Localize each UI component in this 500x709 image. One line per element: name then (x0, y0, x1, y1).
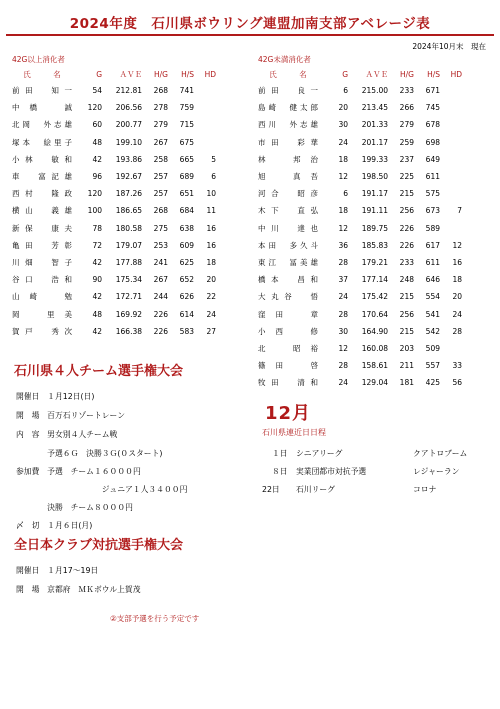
player-name: 川畑 智子 (12, 257, 72, 267)
table-row (12, 220, 244, 237)
games-played: 12 (338, 172, 348, 182)
player-name: 亀田 芳彰 (12, 240, 72, 250)
high-series: 689 (179, 172, 194, 182)
table-row (258, 185, 490, 202)
games-played: 120 (87, 189, 102, 199)
handicap: 5 (211, 154, 216, 164)
games-played: 24 (338, 137, 348, 147)
high-series: 617 (425, 240, 440, 250)
hd-header: HD (204, 70, 216, 79)
player-name: 本田 多久斗 (258, 240, 318, 250)
table-row (258, 116, 490, 133)
handicap: 16 (206, 240, 216, 250)
g-header: G (96, 70, 102, 79)
player-name: 西川 外志雄 (258, 120, 318, 130)
handicap: 10 (206, 189, 216, 199)
handicap: 56 (452, 378, 462, 388)
high-series: 649 (425, 154, 440, 164)
table-row (258, 305, 490, 322)
high-series: 698 (425, 137, 440, 147)
handicap: 24 (206, 309, 216, 319)
table-42g-or-more (12, 54, 244, 340)
table-row (258, 99, 490, 116)
table-row (258, 271, 490, 288)
player-name: 中川 達也 (258, 223, 318, 233)
games-played: 12 (338, 223, 348, 233)
schedule-venue: コロナ (413, 485, 437, 494)
high-game: 226 (399, 223, 414, 233)
column-header (258, 67, 490, 82)
high-series: 542 (425, 326, 440, 336)
average: 198.50 (361, 172, 388, 182)
high-game: 203 (399, 343, 414, 353)
games-played: 6 (343, 86, 348, 96)
high-game: 257 (153, 189, 168, 199)
table-row (12, 168, 244, 185)
high-series: 557 (425, 361, 440, 371)
hd-header: HD (450, 70, 462, 79)
table-row (258, 134, 490, 151)
handicap: 24 (452, 309, 462, 319)
average: 193.86 (115, 154, 142, 164)
high-series: 583 (179, 326, 194, 336)
handicap: 7 (457, 206, 462, 216)
hs-header: H/S (181, 70, 194, 79)
table-row (12, 82, 244, 99)
high-game: 233 (399, 86, 414, 96)
games-played: 48 (92, 309, 102, 319)
player-name: 旭 真吾 (258, 172, 318, 182)
average: 170.64 (361, 309, 388, 319)
games-played: 42 (92, 292, 102, 302)
high-series: 684 (179, 206, 194, 216)
handicap: 11 (206, 206, 216, 216)
table-row (258, 237, 490, 254)
hg-header: H/G (400, 70, 414, 79)
games-played: 72 (92, 240, 102, 250)
name-header: 氏 名 (269, 70, 307, 79)
average: 189.75 (361, 223, 388, 233)
player-name: 窪田 章 (258, 309, 318, 319)
table-body (12, 82, 244, 340)
table-row (12, 99, 244, 116)
high-game: 268 (153, 86, 168, 96)
high-series: 741 (179, 86, 194, 96)
high-series: 671 (425, 86, 440, 96)
table-row (12, 116, 244, 133)
handicap: 22 (206, 292, 216, 302)
g-header: G (342, 70, 348, 79)
handicap: 6 (211, 172, 216, 182)
event1-line: 開 場 百万石リゾートレーン (16, 411, 125, 420)
high-series: 665 (179, 154, 194, 164)
high-game: 256 (399, 309, 414, 319)
average: 175.42 (361, 292, 388, 302)
high-game: 215 (399, 292, 414, 302)
high-series: 673 (425, 206, 440, 216)
average: 166.38 (115, 326, 142, 336)
high-series: 715 (179, 120, 194, 130)
average: 192.67 (115, 172, 142, 182)
name-header: 氏 名 (23, 70, 61, 79)
high-series: 638 (179, 223, 194, 233)
event1-line: ジュニア１人３４００円 (16, 485, 188, 494)
average: 213.45 (361, 103, 388, 113)
games-played: 90 (92, 275, 102, 285)
games-played: 28 (338, 309, 348, 319)
high-game: 279 (153, 120, 168, 130)
event1-line: 内 容 男女別４人チーム戦 (16, 430, 118, 439)
handicap: 27 (206, 326, 216, 336)
high-series: 541 (425, 309, 440, 319)
average: 160.08 (361, 343, 388, 353)
games-played: 6 (343, 189, 348, 199)
high-series: 652 (179, 275, 194, 285)
handicap: 20 (452, 292, 462, 302)
high-series: 646 (425, 275, 440, 285)
games-played: 18 (338, 154, 348, 164)
player-name: 車 富記雄 (12, 172, 72, 182)
player-name: 西村 隆政 (12, 189, 72, 199)
games-played: 42 (92, 154, 102, 164)
schedule-title: 石川県連近日日程 (262, 428, 326, 437)
player-name: 北岡 外志雄 (12, 120, 72, 130)
high-game: 267 (153, 275, 168, 285)
schedule-event: シニアリーグ (296, 449, 343, 458)
average: 175.34 (115, 275, 142, 285)
high-game: 233 (399, 257, 414, 267)
table-row (258, 151, 490, 168)
average: 191.17 (361, 189, 388, 199)
average: 206.56 (115, 103, 142, 113)
average: 191.11 (361, 206, 388, 216)
event1-line: 〆 切 １月６日(月) (16, 521, 93, 530)
event1-line: 決勝 チーム８０００円 (16, 503, 133, 512)
table-row (258, 202, 490, 219)
note-text: ②支部予選を行う予定です (110, 614, 200, 623)
table-row (12, 271, 244, 288)
average: 177.88 (115, 257, 142, 267)
high-series: 509 (425, 343, 440, 353)
schedule-venue: クアトロブーム (413, 449, 468, 458)
high-series: 609 (179, 240, 194, 250)
title-divider (6, 34, 494, 36)
player-name: 牧田 清和 (258, 378, 318, 388)
schedule-month: 12月 (265, 403, 312, 424)
player-name: 北 昭裕 (258, 343, 318, 353)
high-game: 259 (399, 137, 414, 147)
games-played: 12 (338, 343, 348, 353)
high-game: 226 (153, 326, 168, 336)
ave-header: ＡＶＥ (365, 70, 388, 79)
average: 129.04 (361, 378, 388, 388)
average: 180.58 (115, 223, 142, 233)
event1-line: 予選６Ｇ 決勝３Ｇ(０スタート) (16, 449, 163, 458)
table-row (258, 254, 490, 271)
games-played: 96 (92, 172, 102, 182)
games-played: 60 (92, 120, 102, 130)
player-name: 河合 昭彦 (258, 189, 318, 199)
table-row (12, 254, 244, 271)
high-series: 611 (425, 172, 440, 182)
table-row (258, 323, 490, 340)
high-game: 266 (399, 103, 414, 113)
table-row (258, 340, 490, 357)
high-series: 759 (179, 103, 194, 113)
high-series: 575 (425, 189, 440, 199)
average: 201.17 (361, 137, 388, 147)
table-row (258, 357, 490, 374)
high-series: 675 (179, 137, 194, 147)
games-played: 54 (92, 86, 102, 96)
page-title: 2024年度 石川県ボウリング連盟加南支部アベレージ表 (69, 16, 431, 32)
games-played: 42 (92, 257, 102, 267)
games-played: 28 (338, 361, 348, 371)
high-game: 244 (153, 292, 168, 302)
schedule-day: ８日 (272, 467, 288, 476)
average: 158.61 (361, 361, 388, 371)
games-played: 100 (87, 206, 102, 216)
high-series: 626 (179, 292, 194, 302)
games-played: 78 (92, 223, 102, 233)
player-name: 谷口 浩和 (12, 275, 72, 285)
games-played: 36 (338, 240, 348, 250)
handicap: 18 (206, 257, 216, 267)
table-row (258, 374, 490, 391)
average: 212.81 (115, 86, 142, 96)
table-row (12, 151, 244, 168)
player-name: 新保 康夫 (12, 223, 72, 233)
player-name: 篠田 啓 (258, 361, 318, 371)
high-game: 248 (399, 275, 414, 285)
schedule-event: 実業団都市対抗予選 (296, 467, 367, 476)
player-name: 林 邦治 (258, 154, 318, 164)
games-played: 30 (338, 326, 348, 336)
table-row (258, 288, 490, 305)
high-series: 611 (425, 257, 440, 267)
average: 172.71 (115, 292, 142, 302)
games-played: 24 (338, 378, 348, 388)
table-row (12, 202, 244, 219)
table-row (12, 237, 244, 254)
high-game: 225 (399, 172, 414, 182)
games-played: 48 (92, 137, 102, 147)
player-name: 大丸谷 悟 (258, 292, 318, 302)
high-game: 256 (399, 206, 414, 216)
as-of-date: 2024年10月末 現在 (412, 42, 486, 51)
table-row (12, 323, 244, 340)
average: 179.07 (115, 240, 142, 250)
high-game: 241 (153, 257, 168, 267)
average: 185.83 (361, 240, 388, 250)
hg-header: H/G (154, 70, 168, 79)
high-game: 253 (153, 240, 168, 250)
handicap: 12 (452, 240, 462, 250)
games-played: 18 (338, 206, 348, 216)
high-series: 678 (425, 120, 440, 130)
column-header (12, 67, 244, 82)
event1-title: 石川県４人チーム選手権大会 (14, 364, 184, 379)
table-row (12, 305, 244, 322)
table-body (258, 82, 490, 391)
average: 215.00 (361, 86, 388, 96)
ave-header: ＡＶＥ (119, 70, 142, 79)
player-name: 横山 義雄 (12, 206, 72, 216)
games-played: 24 (338, 292, 348, 302)
schedule-event: 石川リーグ (296, 485, 335, 494)
high-game: 181 (399, 378, 414, 388)
games-played: 28 (338, 257, 348, 267)
average: 199.33 (361, 154, 388, 164)
player-name: 小林 敏和 (12, 154, 72, 164)
average: 187.26 (115, 189, 142, 199)
player-name: 岡 里美 (12, 309, 72, 319)
average: 177.14 (361, 275, 388, 285)
average: 201.33 (361, 120, 388, 130)
high-game: 275 (153, 223, 168, 233)
table-under-42g (258, 54, 490, 391)
schedule-day: 22日 (262, 485, 280, 494)
high-series: 589 (425, 223, 440, 233)
table-row (12, 288, 244, 305)
handicap: 18 (452, 275, 462, 285)
high-game: 211 (399, 361, 414, 371)
event2-line: 開催日 １月17～19日 (16, 566, 99, 575)
high-game: 279 (399, 120, 414, 130)
schedule-day: １日 (272, 449, 288, 458)
handicap: 33 (452, 361, 462, 371)
high-game: 268 (153, 206, 168, 216)
games-played: 37 (338, 275, 348, 285)
table-row (12, 185, 244, 202)
high-series: 614 (179, 309, 194, 319)
player-name: 木下 直弘 (258, 206, 318, 216)
player-name: 小西 修 (258, 326, 318, 336)
player-name: 東江 冨美雄 (258, 257, 318, 267)
player-name: 中橋 誠 (12, 103, 72, 113)
table-row (258, 82, 490, 99)
player-name: 賀戸 秀次 (12, 326, 72, 336)
high-game: 226 (399, 240, 414, 250)
games-played: 120 (87, 103, 102, 113)
handicap: 28 (452, 326, 462, 336)
high-series: 745 (425, 103, 440, 113)
player-name: 市田 彩華 (258, 137, 318, 147)
handicap: 16 (452, 257, 462, 267)
hs-header: H/S (427, 70, 440, 79)
table-row (258, 220, 490, 237)
average: 200.77 (115, 120, 142, 130)
player-name: 前田 知一 (12, 86, 72, 96)
handicap: 16 (206, 223, 216, 233)
high-game: 215 (399, 326, 414, 336)
player-name: 前田 良一 (258, 86, 318, 96)
event2-line: 開 場 京都府 ＭＫボウル上賀茂 (16, 585, 141, 594)
event2-title: 全日本クラブ対抗選手権大会 (14, 538, 184, 553)
high-game: 258 (153, 154, 168, 164)
high-series: 425 (425, 378, 440, 388)
section-label: 42G未満消化者 (258, 55, 311, 64)
table-row (12, 134, 244, 151)
event1-line: 開催日 １月12日(日) (16, 392, 95, 401)
player-name: 島崎 健太郎 (258, 103, 318, 113)
schedule-venue: レジャーラン (413, 467, 460, 476)
table-row (258, 168, 490, 185)
event1-line: 参加費 予選 チーム１６０００円 (16, 467, 141, 476)
games-played: 20 (338, 103, 348, 113)
average: 179.21 (361, 257, 388, 267)
high-game: 278 (153, 103, 168, 113)
average: 169.92 (115, 309, 142, 319)
player-name: 塚本 絵里子 (12, 137, 72, 147)
high-game: 267 (153, 137, 168, 147)
high-series: 554 (425, 292, 440, 302)
average: 199.10 (115, 137, 142, 147)
player-name: 山崎 勉 (12, 292, 72, 302)
high-series: 651 (179, 189, 194, 199)
player-name: 橋本 昌和 (258, 275, 318, 285)
high-game: 257 (153, 172, 168, 182)
high-series: 625 (179, 257, 194, 267)
high-game: 226 (153, 309, 168, 319)
high-game: 215 (399, 189, 414, 199)
average: 164.90 (361, 326, 388, 336)
games-played: 42 (92, 326, 102, 336)
average: 186.65 (115, 206, 142, 216)
handicap: 20 (206, 275, 216, 285)
section-label: 42G以上消化者 (12, 55, 65, 64)
games-played: 30 (338, 120, 348, 130)
high-game: 237 (399, 154, 414, 164)
